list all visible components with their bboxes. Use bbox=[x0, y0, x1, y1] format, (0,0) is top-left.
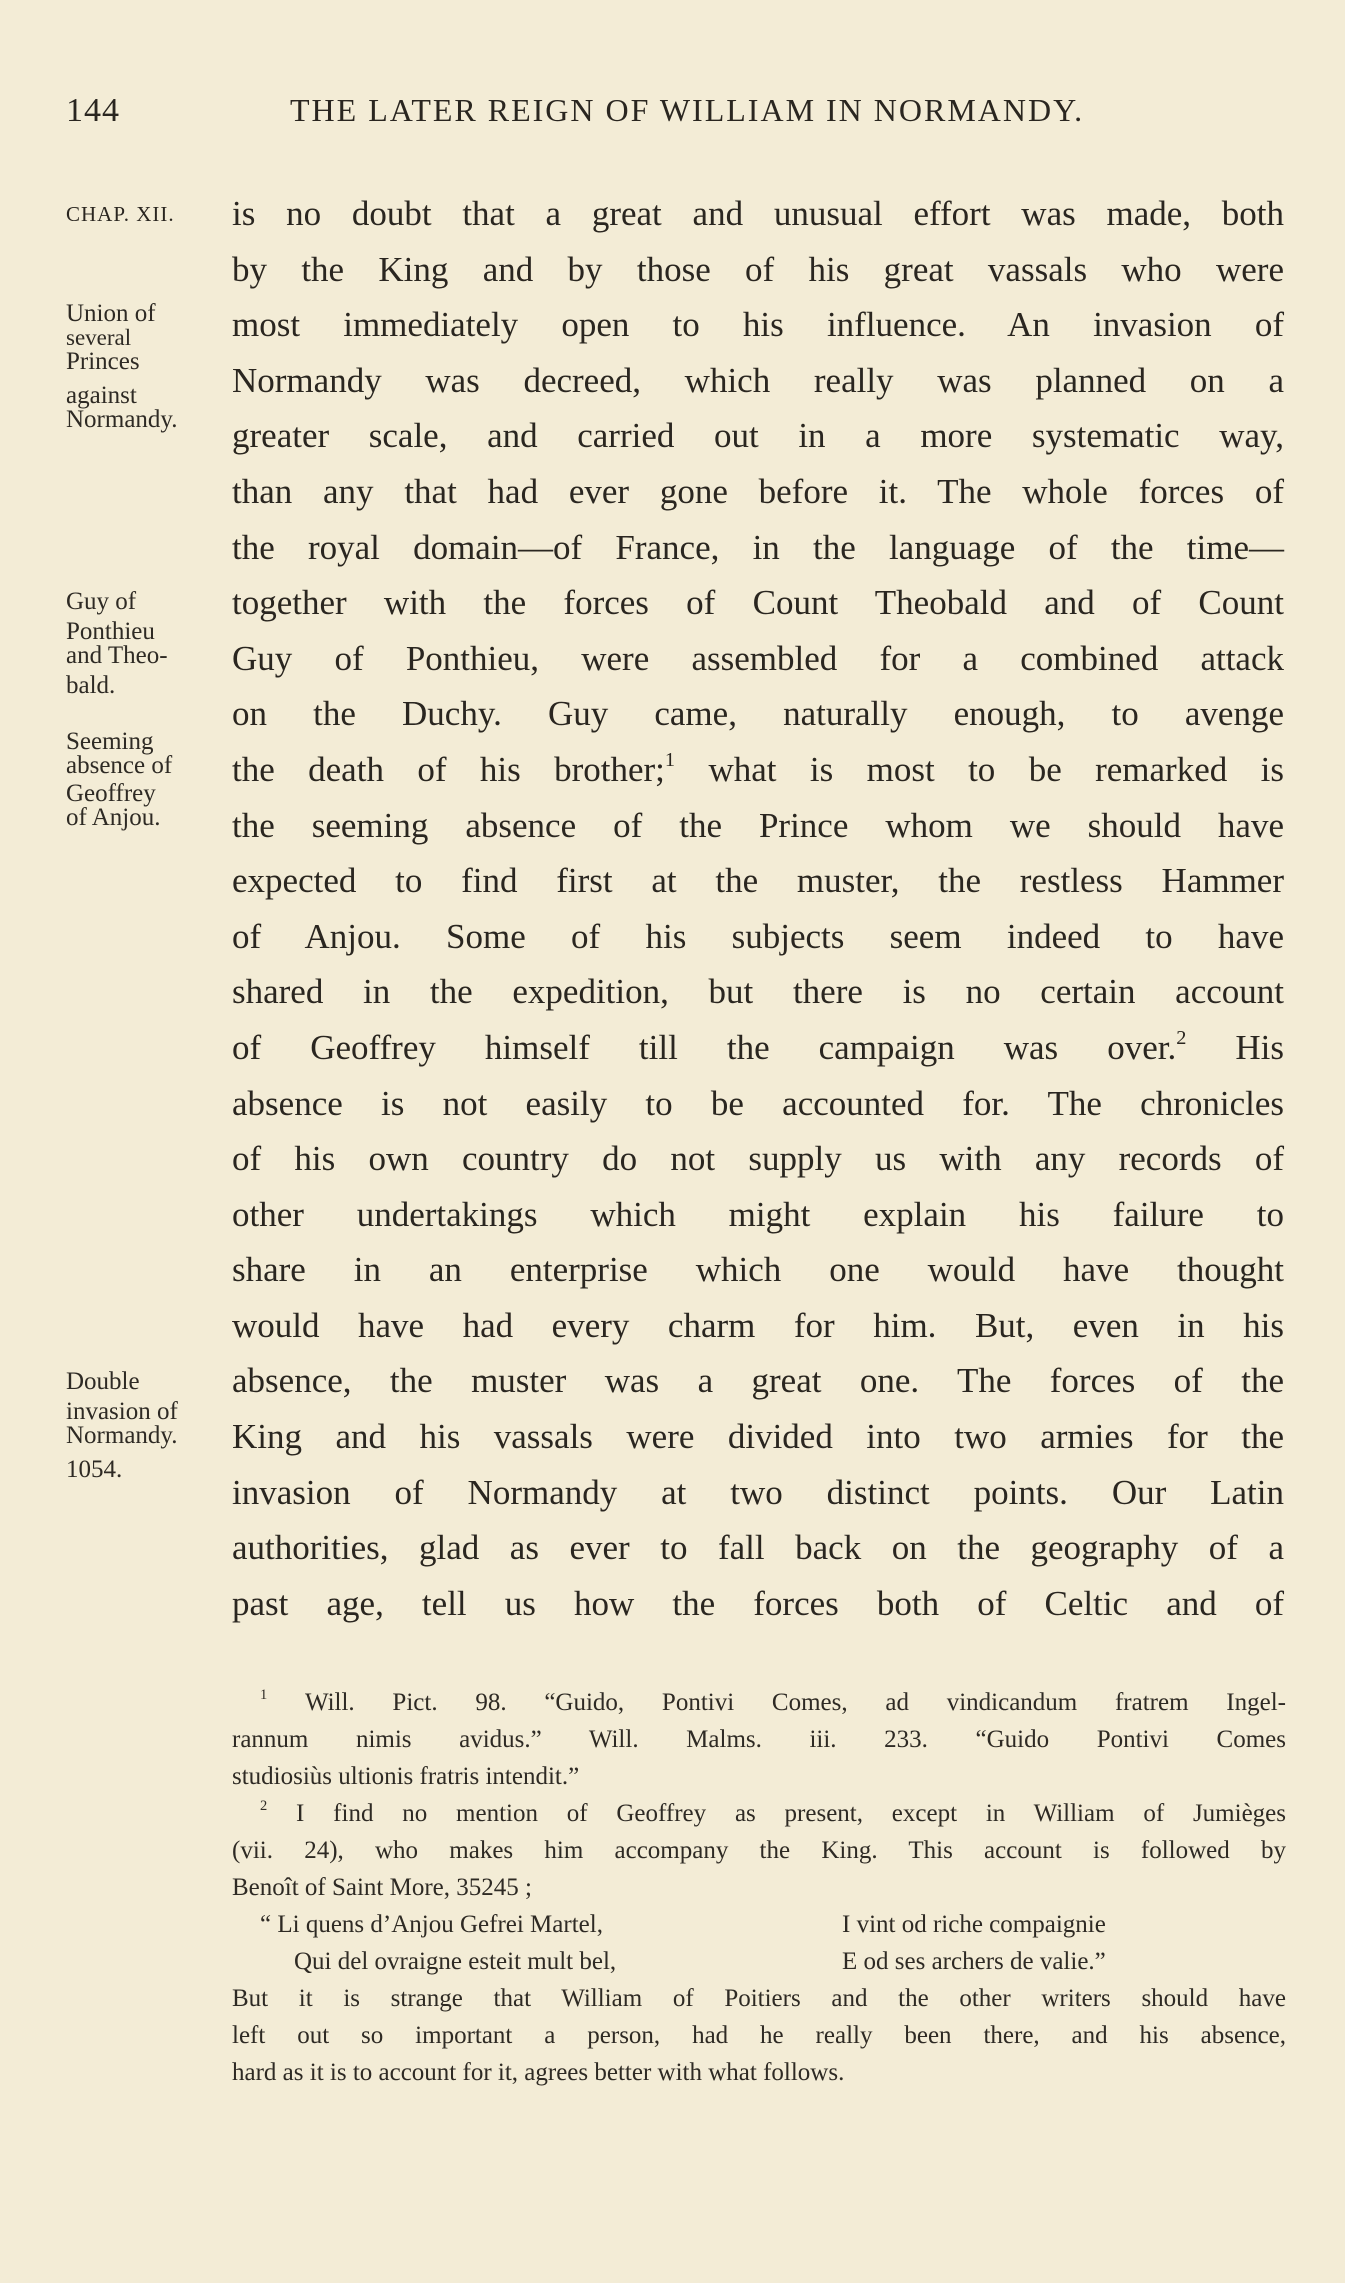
margin-note-line: Guy of bbox=[66, 588, 137, 615]
footnote-2-line: $^2$ I find no mention of Geoffrey as present, except in William of Jumièges bbox=[260, 1798, 1286, 1827]
footnote-2-line: (vii. 24), who makes him accompany the King. This account is followed by bbox=[232, 1837, 1286, 1864]
body-line: past age, tell us how the forces both of Celtic and of bbox=[232, 1583, 1284, 1623]
body-line: than any that had ever gone before it. The whole forces of bbox=[232, 471, 1284, 511]
body-line: invasion of Normandy at two distinct points. Our Latin bbox=[232, 1472, 1284, 1512]
body-line: Normandy was decreed, which really was planned on a bbox=[232, 360, 1284, 400]
margin-note-line: 1054. bbox=[66, 1456, 123, 1483]
body-line: authorities, glad as ever to fall back on the geography of a bbox=[232, 1528, 1284, 1568]
body-line: shared in the expedition, but there is no certain account bbox=[232, 972, 1284, 1012]
margin-note-line: Seeming bbox=[66, 728, 154, 755]
body-line bbox=[232, 1020, 1284, 1076]
body-line-text: of Geoffrey himself till the campaign was over. bbox=[232, 1027, 1177, 1067]
body-line bbox=[232, 742, 1284, 798]
margin-note-line: against bbox=[66, 382, 137, 409]
body-line: most immediately open to his influence. An invasion of bbox=[232, 305, 1284, 345]
body-line-text: the death of his brother; bbox=[232, 749, 665, 789]
running-title: THE LATER REIGN OF WILLIAM IN NORMANDY. bbox=[290, 92, 1085, 128]
margin-note-double-invasion bbox=[66, 1370, 236, 1482]
body-line: the seeming absence of the Prince whom we should have bbox=[232, 805, 1284, 845]
footnote-verse-line bbox=[232, 1943, 1286, 1980]
body-line: greater scale, and carried out in a more systematic way, bbox=[232, 416, 1284, 456]
body-line: other undertakings which might explain his failure to bbox=[232, 1194, 1284, 1234]
body-line: expected to find first at the muster, the restless Hammer bbox=[232, 861, 1284, 901]
body-line: would have had every charm for him. But, even in his bbox=[232, 1305, 1284, 1345]
footnote-2-marker: 2 bbox=[260, 1798, 268, 1815]
margin-note-line: Princes bbox=[66, 348, 140, 375]
footnote-1-marker: 1 bbox=[260, 1687, 268, 1704]
margin-note-seeming-absence bbox=[66, 730, 236, 830]
body-line: absence is not easily to be accounted for. The chronicles bbox=[232, 1083, 1284, 1123]
footnote-2-line: Benoît of Saint More, 35245 ; bbox=[232, 1874, 532, 1901]
footnote-2-line: hard as it is to account for it, agrees better with what follows. bbox=[232, 2059, 845, 2086]
margin-note-line: and Theo- bbox=[66, 642, 168, 669]
body-line: Guy of Ponthieu, were assembled for a combined attack bbox=[232, 638, 1284, 678]
margin-note-line: bald. bbox=[66, 672, 116, 699]
margin-note-line: Ponthieu bbox=[66, 618, 155, 645]
margin-note-line: Double bbox=[66, 1368, 140, 1395]
body-line: together with the forces of Count Theobald and of Count bbox=[232, 583, 1284, 623]
chapter-label: CHAP. XII. bbox=[66, 202, 175, 226]
footnote-ref-2[interactable]: 2 bbox=[1176, 1026, 1187, 1049]
footnotes bbox=[232, 1684, 1286, 2091]
footnote-1-line: rannum nimis avidus.” Will. Malms. iii. 233. “Guido Pontivi Comes bbox=[232, 1726, 1286, 1753]
body-line: on the Duchy. Guy came, naturally enough, to avenge bbox=[232, 694, 1284, 734]
body-line: is no doubt that a great and unusual effort was made, both bbox=[232, 194, 1284, 233]
margin-note-line: Geoffrey bbox=[66, 780, 156, 807]
body-line: share in an enterprise which one would have thought bbox=[232, 1250, 1284, 1290]
footnote-2-line: left out so important a person, had he really been there, and his absence, bbox=[232, 2022, 1286, 2049]
body-line: by the King and by those of his great vassals who were bbox=[232, 249, 1284, 289]
footnote-verse-line bbox=[232, 1906, 1286, 1943]
verse-left: Qui del ovraigne esteit mult bel, bbox=[294, 1948, 617, 1975]
verse-right: I vint od riche compaignie bbox=[842, 1911, 1106, 1938]
margin-note-line: absence of bbox=[66, 752, 173, 779]
margin-note-line: Normandy. bbox=[66, 1422, 178, 1449]
margin-note-line: invasion of bbox=[66, 1398, 178, 1425]
margin-note-line: Normandy. bbox=[66, 406, 178, 433]
body-line: of his own country do not supply us with any records of bbox=[232, 1139, 1284, 1179]
running-head bbox=[0, 92, 1345, 136]
margin-note-guy bbox=[66, 590, 236, 698]
margin-note-line: of Anjou. bbox=[66, 804, 161, 831]
body-line: absence, the muster was a great one. The forces of the bbox=[232, 1361, 1284, 1401]
margin-note-union bbox=[66, 302, 236, 432]
body-line: of Anjou. Some of his subjects seem indeed to have bbox=[232, 916, 1284, 956]
footnote-ref-1[interactable]: 1 bbox=[664, 748, 676, 771]
body-line: the royal domain—of France, in the language of the time— bbox=[232, 527, 1284, 567]
verse-right: E od ses archers de valie.” bbox=[842, 1948, 1106, 1975]
body-line-text: what is most to be remarked is bbox=[708, 749, 1284, 789]
margin-note-line: several bbox=[66, 325, 132, 350]
footnote-2-line: But it is strange that William of Poitiers and the other writers should have bbox=[232, 1985, 1286, 2012]
footnote-1-line: studiosiùs ultionis fratris intendit.” bbox=[232, 1763, 580, 1790]
body-line-text: His bbox=[1235, 1027, 1285, 1067]
margin-note-line: Union of bbox=[66, 300, 156, 327]
body-text bbox=[232, 186, 1284, 1631]
body-line: King and his vassals were divided into two armies for the bbox=[232, 1417, 1284, 1457]
verse-left: “ Li quens d’Anjou Gefrei Martel, bbox=[260, 1911, 603, 1938]
footnote-1-line: $^1$ Will. Pict. 98. “Guido, Pontivi Comes, ad vindicandum fratrem Ingel- bbox=[260, 1687, 1286, 1716]
page-number: 144 bbox=[66, 92, 120, 129]
